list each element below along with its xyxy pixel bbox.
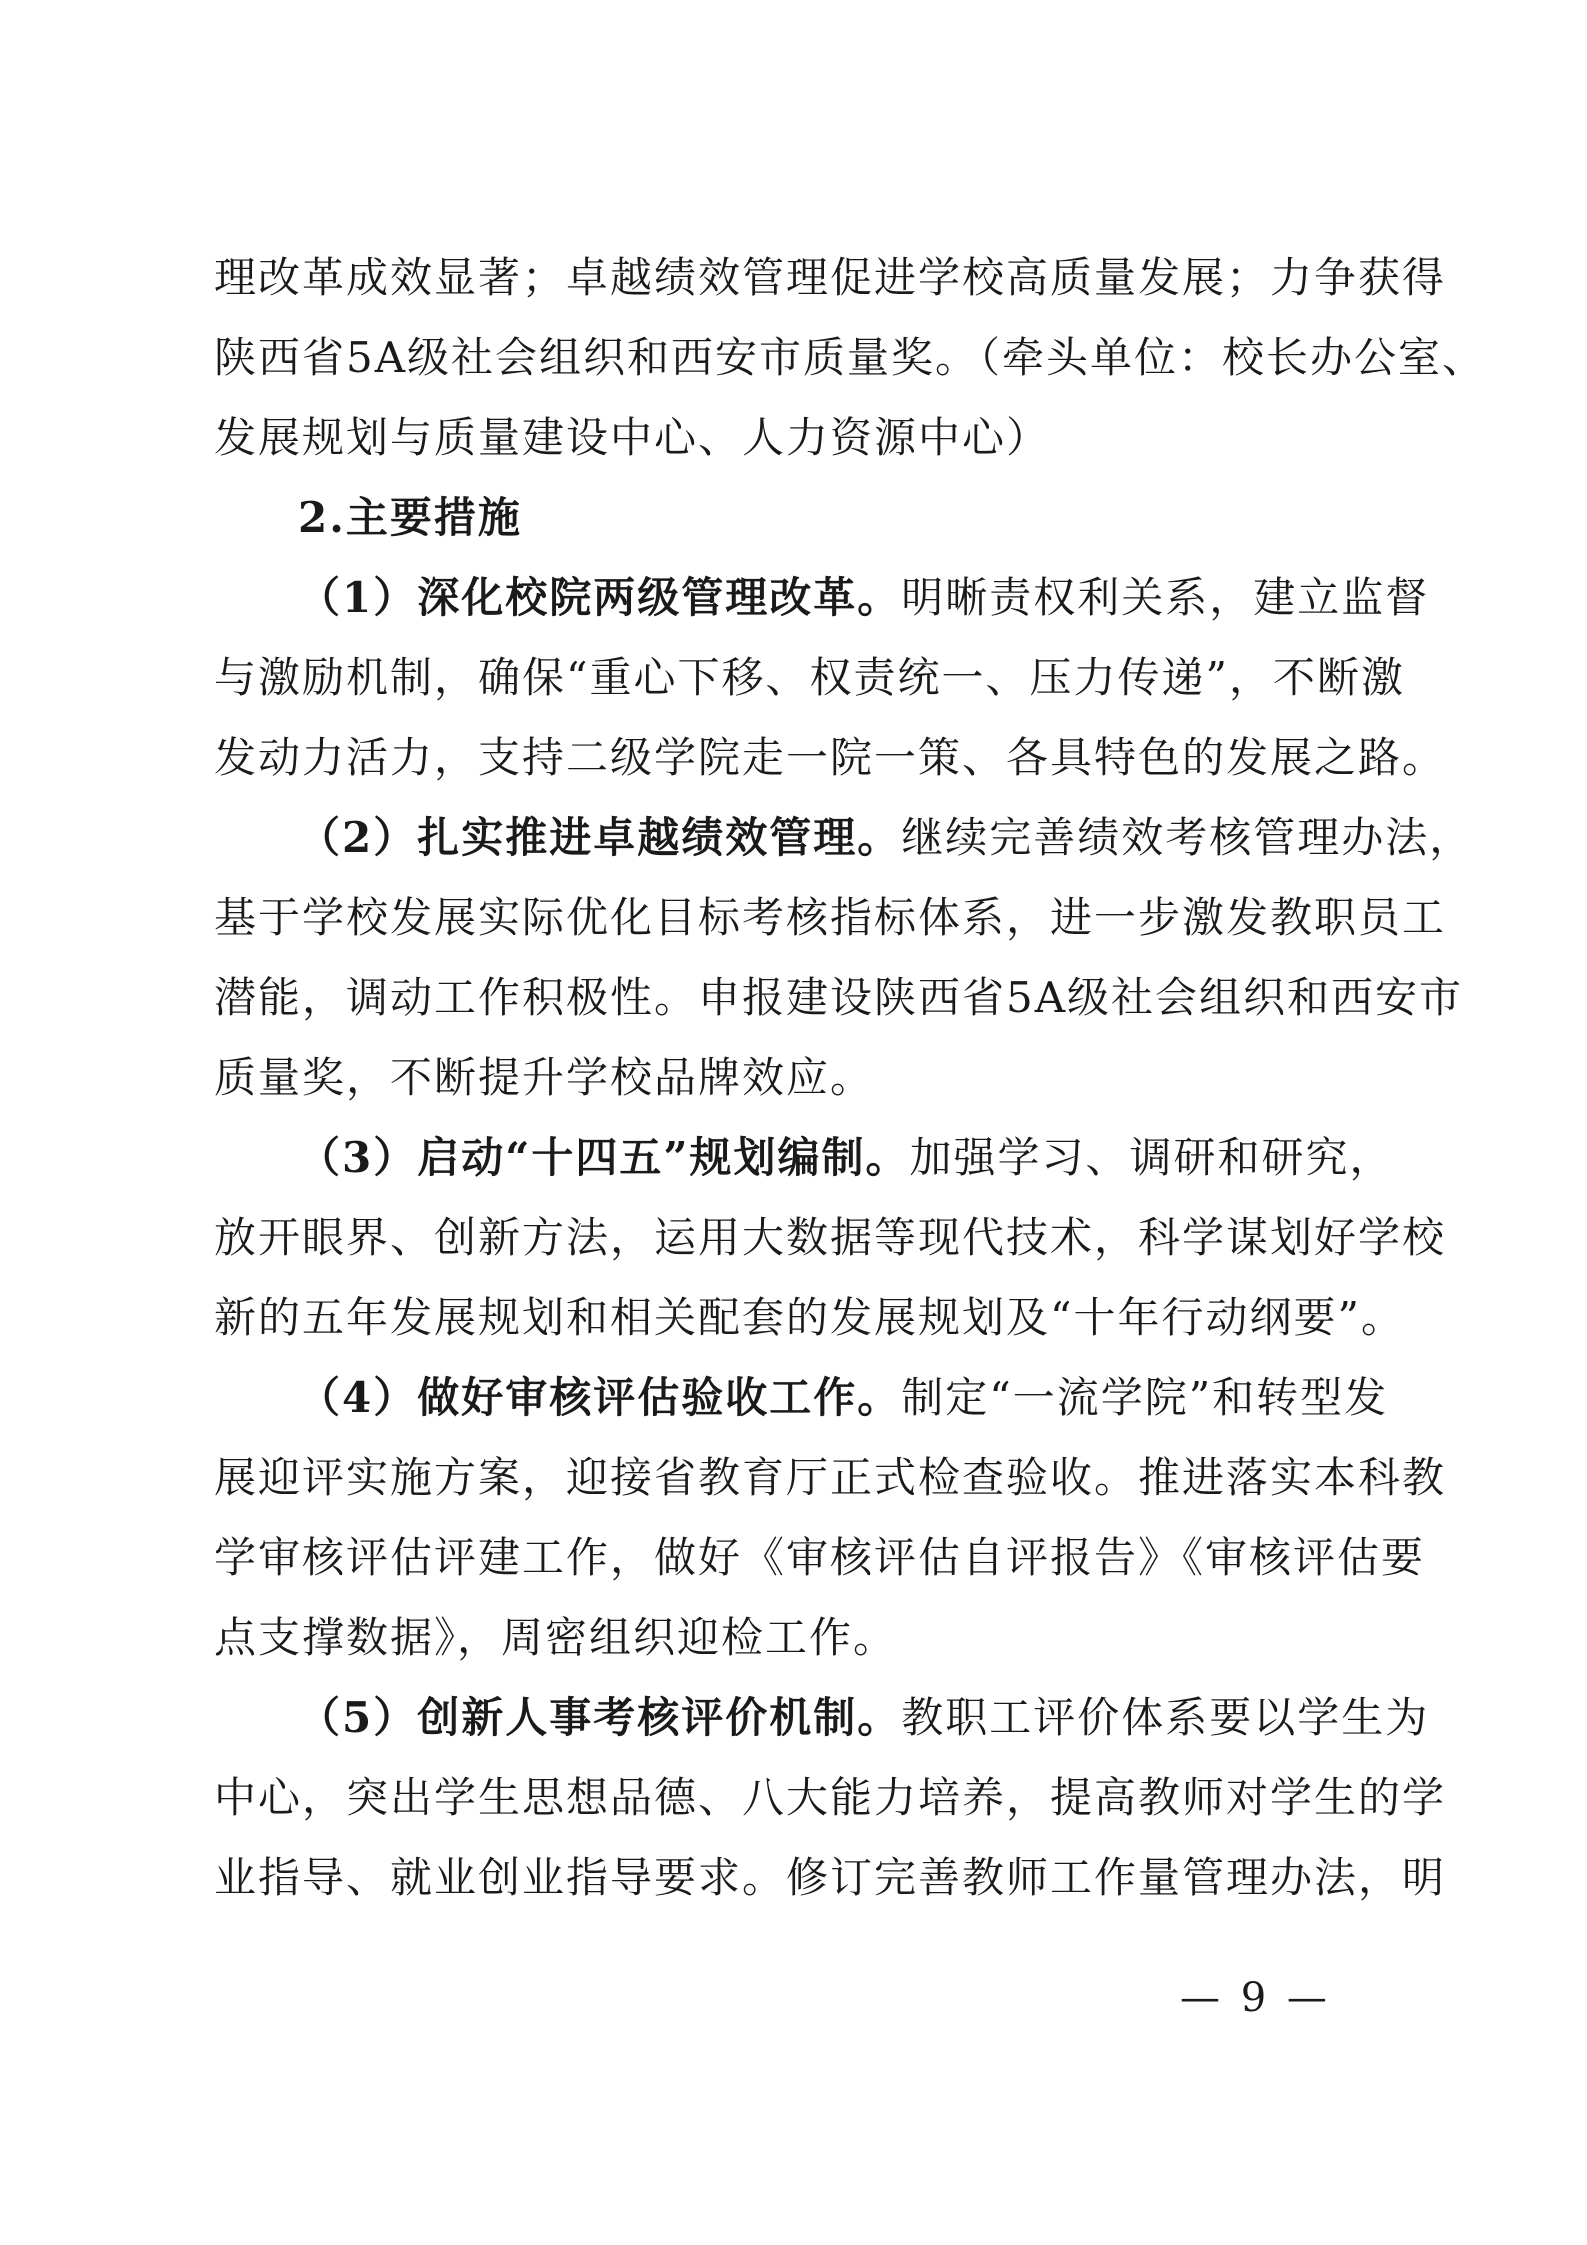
text-line	[214, 638, 1405, 718]
body-text: 质量奖，不断提升学校品牌效应。	[214, 1053, 875, 1102]
bold-heading-text: （2）扎实推进卓越绩效管理。	[298, 813, 902, 862]
text-line	[214, 1118, 1394, 1198]
text-line	[214, 478, 1374, 558]
text-line	[214, 798, 1474, 878]
text-line	[214, 1358, 1389, 1438]
text-line	[214, 398, 1374, 478]
body-text: 发展规划与质量建设中心、人力资源中心）	[214, 413, 1051, 462]
body-text: 与激励机制，确保“重心下移、权责统一、压力传递”，不断激	[214, 653, 1405, 702]
text-line	[214, 1038, 1374, 1118]
body-text: 展迎评实施方案，迎接省教育厅正式检查验收。推进落实本科教	[214, 1453, 1447, 1502]
document-body	[214, 238, 1487, 1918]
body-text: 基于学校发展实际优化目标考核指标体系，进一步激发教职员工	[214, 893, 1447, 942]
text-line	[214, 1518, 1426, 1598]
body-text: 学审核评估评建工作，做好《审核评估自评报告》《审核评估要	[214, 1533, 1426, 1582]
body-text: 业指导、就业创业指导要求。修订完善教师工作量管理办法，明	[214, 1853, 1447, 1902]
body-text: 制定“一流学院”和转型发	[901, 1373, 1389, 1422]
body-text: 点支撑数据》，周密组织迎检工作。	[214, 1613, 898, 1662]
text-line	[214, 1198, 1447, 1278]
bold-heading-text: （4）做好审核评估验收工作。	[298, 1373, 902, 1422]
text-line	[214, 1678, 1430, 1758]
body-text: 放开眼界、创新方法，运用大数据等现代技术，科学谋划好学校	[214, 1213, 1447, 1262]
text-line	[214, 1438, 1447, 1518]
body-text: 加强学习、调研和研究，	[909, 1133, 1394, 1182]
body-text: 理改革成效显著；卓越绩效管理促进学校高质量发展；力争获得	[214, 253, 1447, 302]
page-number: — 9 —	[1180, 1975, 1331, 2021]
body-text: 发动力活力，支持二级学院走一院一策、各具特色的发展之路。	[214, 733, 1447, 782]
body-text: 教职工评价体系要以学生为	[901, 1693, 1430, 1742]
bold-heading-text: （1）深化校院两级管理改革。	[298, 573, 902, 622]
body-text: 潜能，调动工作积极性。申报建设陕西省5A级社会组织和西安市	[214, 973, 1464, 1022]
text-line	[214, 958, 1464, 1038]
body-text: 继续完善绩效考核管理办法，	[901, 813, 1474, 862]
body-text: 中心，突出学生思想品德、八大能力培养，提高教师对学生的学	[214, 1773, 1447, 1822]
text-line	[214, 238, 1447, 318]
body-text: 新的五年发展规划和相关配套的发展规划及“十年行动纲要”。	[214, 1293, 1405, 1342]
text-line	[214, 1598, 1374, 1678]
body-text: 陕西省5A级社会组织和西安市质量奖。（牵头单位：校长办公室、	[214, 333, 1487, 382]
bold-heading-text: （3）启动“十四五”规划编制。	[298, 1133, 910, 1182]
text-line	[214, 318, 1487, 398]
text-line	[214, 1278, 1405, 1358]
bold-heading-text: 2.主要措施	[298, 493, 522, 542]
bold-heading-text: （5）创新人事考核评价机制。	[298, 1693, 902, 1742]
text-line	[214, 878, 1447, 958]
text-line	[214, 718, 1447, 798]
body-text: 明晰责权利关系，建立监督	[901, 573, 1430, 622]
text-line	[214, 1758, 1447, 1838]
text-line	[214, 558, 1430, 638]
text-line	[214, 1838, 1447, 1918]
